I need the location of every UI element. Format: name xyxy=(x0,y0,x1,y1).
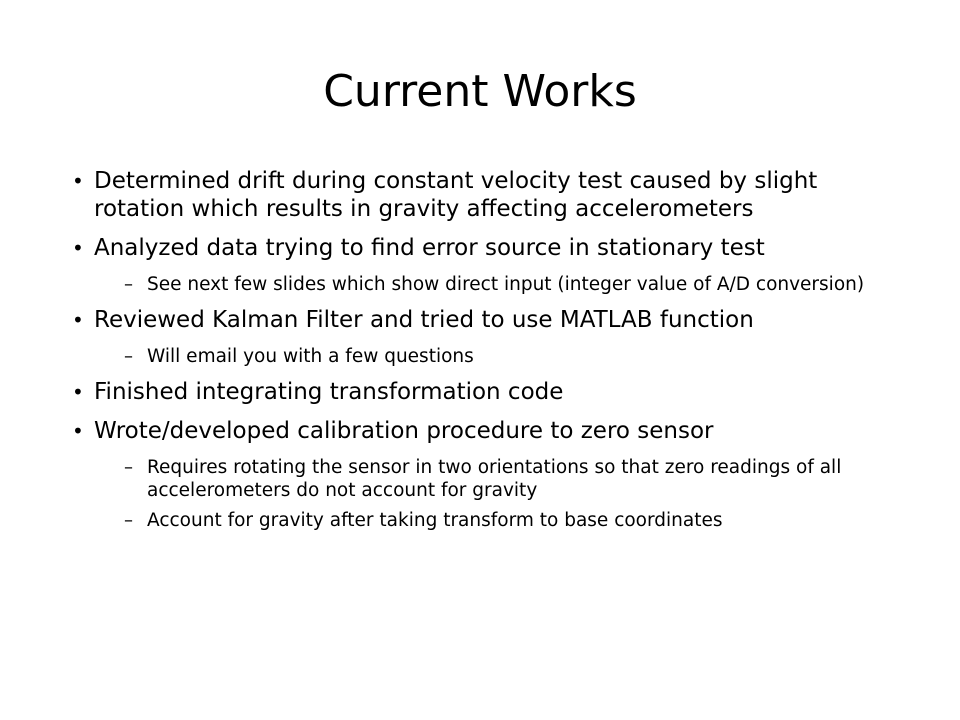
bullet-item xyxy=(72,417,892,445)
bullet-item xyxy=(72,234,892,262)
bullet-item xyxy=(72,306,892,334)
bullet-marker: • xyxy=(72,419,84,443)
sub-bullet-item xyxy=(124,456,892,502)
sub-bullet-text: Account for gravity after taking transform to base coordinates xyxy=(147,510,723,531)
sub-bullet-item xyxy=(124,273,892,296)
bullet-text: Reviewed Kalman Filter and tried to use MATLAB function xyxy=(94,307,754,333)
sub-bullet-text: Requires rotating the sensor in two orientations so that zero readings of all accelerometers do not account for gravity xyxy=(147,457,842,501)
sub-bullet-item xyxy=(124,509,892,532)
bullet-text: Determined drift during constant velocity test caused by slight rotation which results in gravity affecting accelerometers xyxy=(94,168,818,222)
sub-bullet-item xyxy=(124,345,892,368)
sub-bullet-marker: – xyxy=(124,510,133,531)
sub-bullet-text: See next few slides which show direct input (integer value of A/D conversion) xyxy=(147,274,865,295)
sub-bullet-text: Will email you with a few questions xyxy=(147,346,474,367)
sub-bullet-marker: – xyxy=(124,346,133,367)
bullet-text: Finished integrating transformation code xyxy=(94,379,564,405)
bullet-marker: • xyxy=(72,308,84,332)
bullet-marker: • xyxy=(72,169,84,193)
bullet-text: Analyzed data trying to find error source in stationary test xyxy=(94,235,765,261)
slide-title: Current Works xyxy=(323,66,637,117)
sub-bullet-marker: – xyxy=(124,457,133,478)
sub-bullet-marker: – xyxy=(124,274,133,295)
bullet-marker: • xyxy=(72,380,84,404)
bullet-list xyxy=(72,167,892,542)
bullet-text: Wrote/developed calibration procedure to zero sensor xyxy=(94,418,714,444)
bullet-item xyxy=(72,167,892,223)
bullet-item xyxy=(72,378,892,406)
bullet-marker: • xyxy=(72,236,84,260)
